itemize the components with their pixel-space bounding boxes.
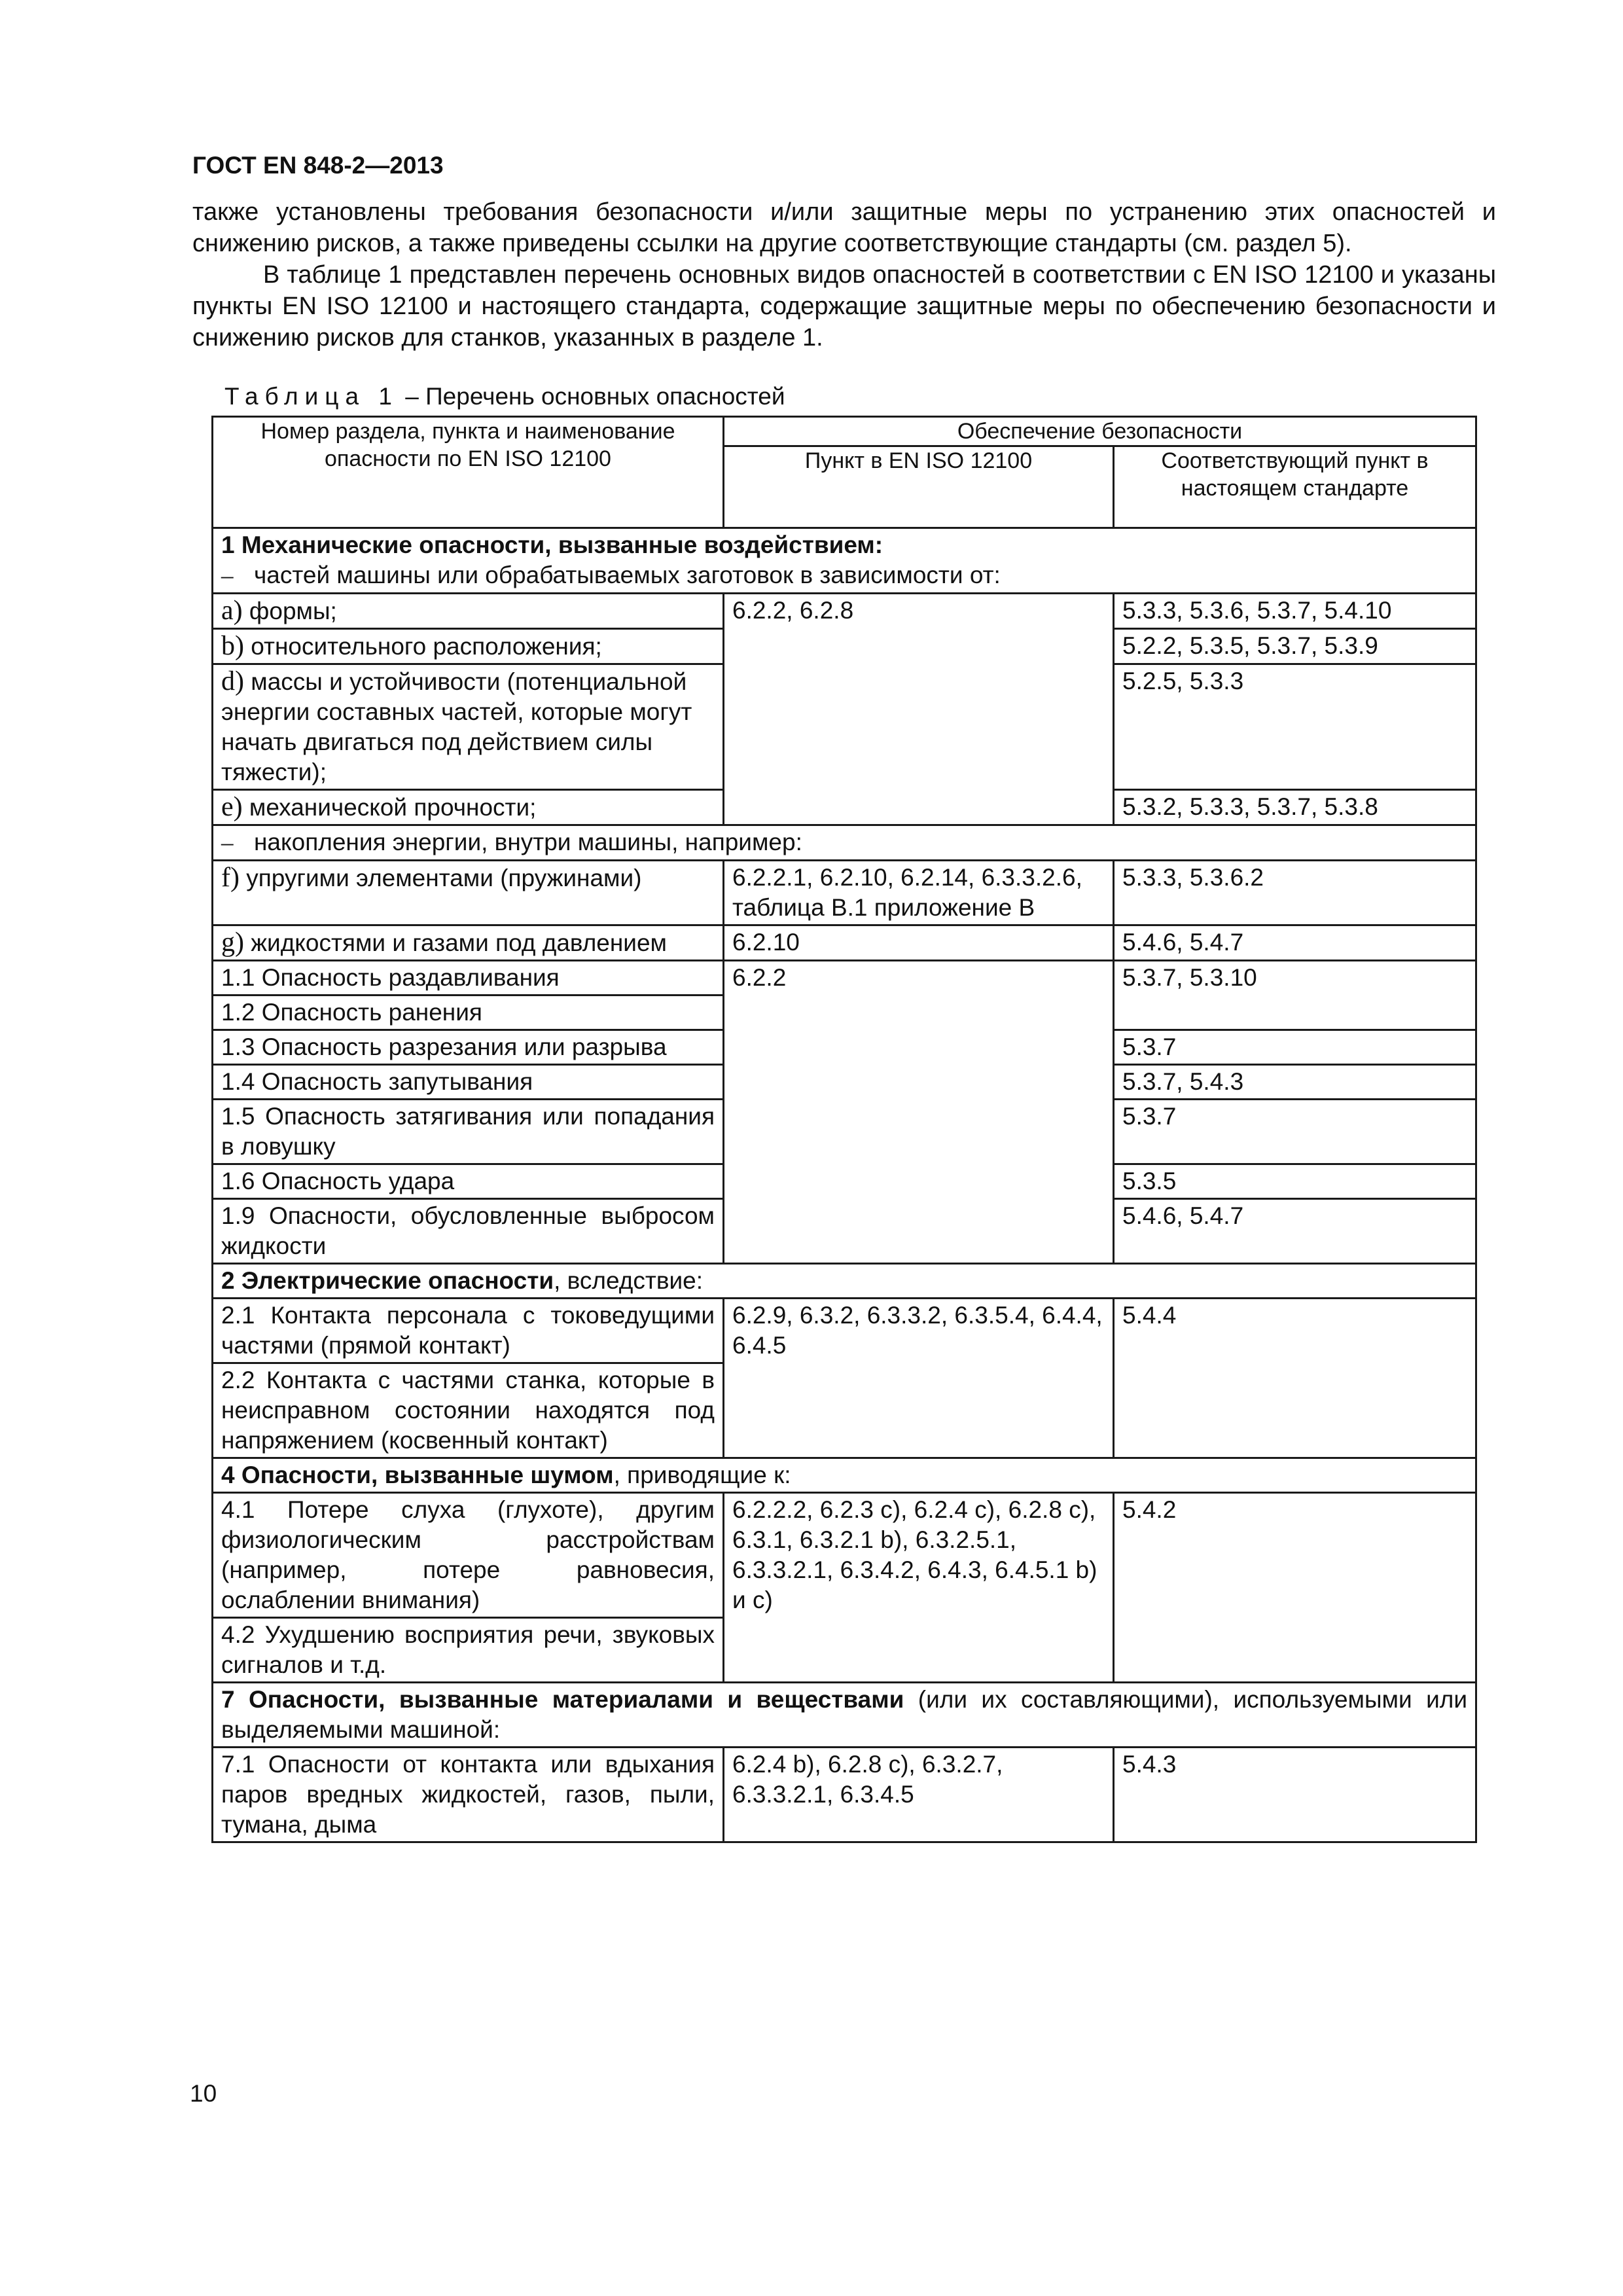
- section-1-title: 1 Механические опасности, вызванные воздействием:: [221, 531, 883, 558]
- hazard-cell: 1.1 Опасность раздавливания: [213, 961, 724, 996]
- hazard-cell: 4.2 Ухудшению восприятия речи, звуковых сигналов и т.д.: [213, 1618, 724, 1683]
- hazard-cell: 1.3 Опасность разрезания или разрыва: [213, 1030, 724, 1065]
- section-7-title-row: 7 Опасности, вызванные материалами и веществами (или их составляющими), используемыми или выделяемыми машиной:: [213, 1683, 1476, 1748]
- hazard-cell: 1.5 Опасность затягивания или попадания в ловушку: [213, 1100, 724, 1164]
- hazard-cell: е) механической прочности;: [213, 790, 724, 825]
- hazard-cell: 4.1 Потере слуха (глухоте), другим физиологическим расстройствам (например, потере равновесия, ослаблении внимания): [213, 1493, 724, 1618]
- hazard-cell: 7.1 Опасности от контакта или вдыхания паров вредных жидкостей, газов, пыли, тумана, дыма: [213, 1748, 724, 1842]
- hazard-cell: 1.4 Опасность запутывания: [213, 1065, 724, 1100]
- intro-paragraph-2: В таблице 1 представлен перечень основных видов опасностей в соответствии с EN ISO 12100 и указаны пункты EN ISO 12100 и настоящего стандарта, содержащие защитные меры по обеспечению безопасности и снижению рисков для станков, указанных в разделе 1.: [192, 261, 1496, 351]
- table-caption-label: Таблица 1: [224, 383, 399, 410]
- standard-clause-cell: 5.3.3, 5.3.6.2: [1114, 861, 1476, 925]
- standard-clause-cell: 5.4.2: [1114, 1493, 1476, 1683]
- iso-clause-cell: 6.2.2: [724, 961, 1114, 1264]
- section-2-title-row: 2 Электрические опасности, вследствие:: [213, 1264, 1476, 1299]
- iso-clause-cell: 6.2.2.2, 6.2.3 c), 6.2.4 c), 6.2.8 c), 6.3.1, 6.3.2.1 b), 6.3.2.5.1, 6.3.3.2.1, 6.3.4.2, 6.4.3, 6.4.5.1 b) и c): [724, 1493, 1114, 1683]
- hazard-cell: 2.1 Контакта персонала с токоведущими частями (прямой контакт): [213, 1299, 724, 1363]
- iso-clause-cell: 6.2.2, 6.2.8: [724, 594, 1114, 825]
- table-row: [213, 1748, 1476, 1842]
- section-1-subtitle: – частей машины или обрабатываемых заготовок в зависимости от:: [221, 560, 1467, 591]
- standard-clause-cell: 5.4.6, 5.4.7: [1114, 1199, 1476, 1264]
- standard-clause-cell: 5.2.5, 5.3.3: [1114, 664, 1476, 790]
- header-hazard-section: Номер раздела, пункта и наименование опасности по EN ISO 12100: [213, 417, 724, 528]
- iso-clause-cell: 6.2.10: [724, 925, 1114, 961]
- hazard-cell: 2.2 Контакта с частями станка, которые в неисправном состоянии находятся под напряжением (косвенный контакт): [213, 1363, 724, 1458]
- intro-text: [192, 196, 1496, 353]
- standard-clause-cell: 5.3.7: [1114, 1030, 1476, 1065]
- page-number: 10: [190, 2080, 217, 2107]
- section-1-title-row: [213, 528, 1476, 594]
- iso-clause-cell: 6.2.2.1, 6.2.10, 6.2.14, 6.3.3.2.6, таблица В.1 приложение В: [724, 861, 1114, 925]
- section-2-title: 2 Электрические опасности: [221, 1267, 554, 1294]
- document-header: ГОСТ EN 848-2—2013: [192, 152, 444, 179]
- table-row: [213, 1299, 1476, 1363]
- section-4-title-row: 4 Опасности, вызванные шумом, приводящие к:: [213, 1458, 1476, 1493]
- table-row: [213, 925, 1476, 961]
- table-row: [213, 1493, 1476, 1618]
- standard-clause-cell: 5.3.5: [1114, 1164, 1476, 1199]
- dash-marker: –: [221, 829, 234, 856]
- header-iso-clause: Пункт в EN ISO 12100: [724, 446, 1114, 528]
- standard-clause-cell: 5.3.7, 5.3.10: [1114, 961, 1476, 1030]
- hazard-cell: 1.2 Опасность ранения: [213, 996, 724, 1030]
- table-caption-text: – Перечень основных опасностей: [398, 383, 785, 410]
- hazard-cell: 1.9 Опасности, обусловленные выбросом жидкости: [213, 1199, 724, 1264]
- table-row: [213, 861, 1476, 925]
- iso-clause-cell: 6.2.9, 6.3.2, 6.3.3.2, 6.3.5.4, 6.4.4, 6.4.5: [724, 1299, 1114, 1458]
- section-1-energy-subtitle: – накопления энергии, внутри машины, например:: [213, 825, 1476, 861]
- hazard-cell: 1.6 Опасность удара: [213, 1164, 724, 1199]
- standard-clause-cell: 5.3.7: [1114, 1100, 1476, 1164]
- iso-clause-cell: 6.2.4 b), 6.2.8 c), 6.3.2.7, 6.3.3.2.1, 6.3.4.5: [724, 1748, 1114, 1842]
- hazard-cell: b) относительного расположения;: [213, 629, 724, 664]
- standard-clause-cell: 5.3.7, 5.4.3: [1114, 1065, 1476, 1100]
- section-7-title: 7 Опасности, вызванные материалами и веществами: [221, 1686, 904, 1713]
- standard-clause-cell: 5.4.4: [1114, 1299, 1476, 1458]
- header-standard-clause: Соответствующий пункт в настоящем стандарте: [1114, 446, 1476, 528]
- hazard-cell: d) массы и устойчивости (потенциальной энергии составных частей, которые могут начать двигаться под действием силы тяжести);: [213, 664, 724, 790]
- hazard-cell: g) жидкостями и газами под давлением: [213, 925, 724, 961]
- table-row: [213, 961, 1476, 996]
- hazards-table: [211, 416, 1477, 1843]
- section-4-title: 4 Опасности, вызванные шумом: [221, 1462, 614, 1488]
- hazard-cell: а) формы;: [213, 594, 724, 629]
- hazard-cell: f) упругими элементами (пружинами): [213, 861, 724, 925]
- standard-clause-cell: 5.2.2, 5.3.5, 5.3.7, 5.3.9: [1114, 629, 1476, 664]
- standard-clause-cell: 5.3.3, 5.3.6, 5.3.7, 5.4.10: [1114, 594, 1476, 629]
- table-row: [213, 594, 1476, 629]
- dash-marker: –: [221, 562, 234, 589]
- header-safety: Обеспечение безопасности: [724, 417, 1476, 446]
- standard-clause-cell: 5.4.6, 5.4.7: [1114, 925, 1476, 961]
- table-caption: [224, 383, 785, 410]
- standard-clause-cell: 5.4.3: [1114, 1748, 1476, 1842]
- intro-paragraph-1: также установлены требования безопасности и/или защитные меры по устранению этих опасностей и снижению рисков, а также приведены ссылки на другие соответствующие стандарты (см. раздел 5).: [192, 198, 1496, 257]
- standard-clause-cell: 5.3.2, 5.3.3, 5.3.7, 5.3.8: [1114, 790, 1476, 825]
